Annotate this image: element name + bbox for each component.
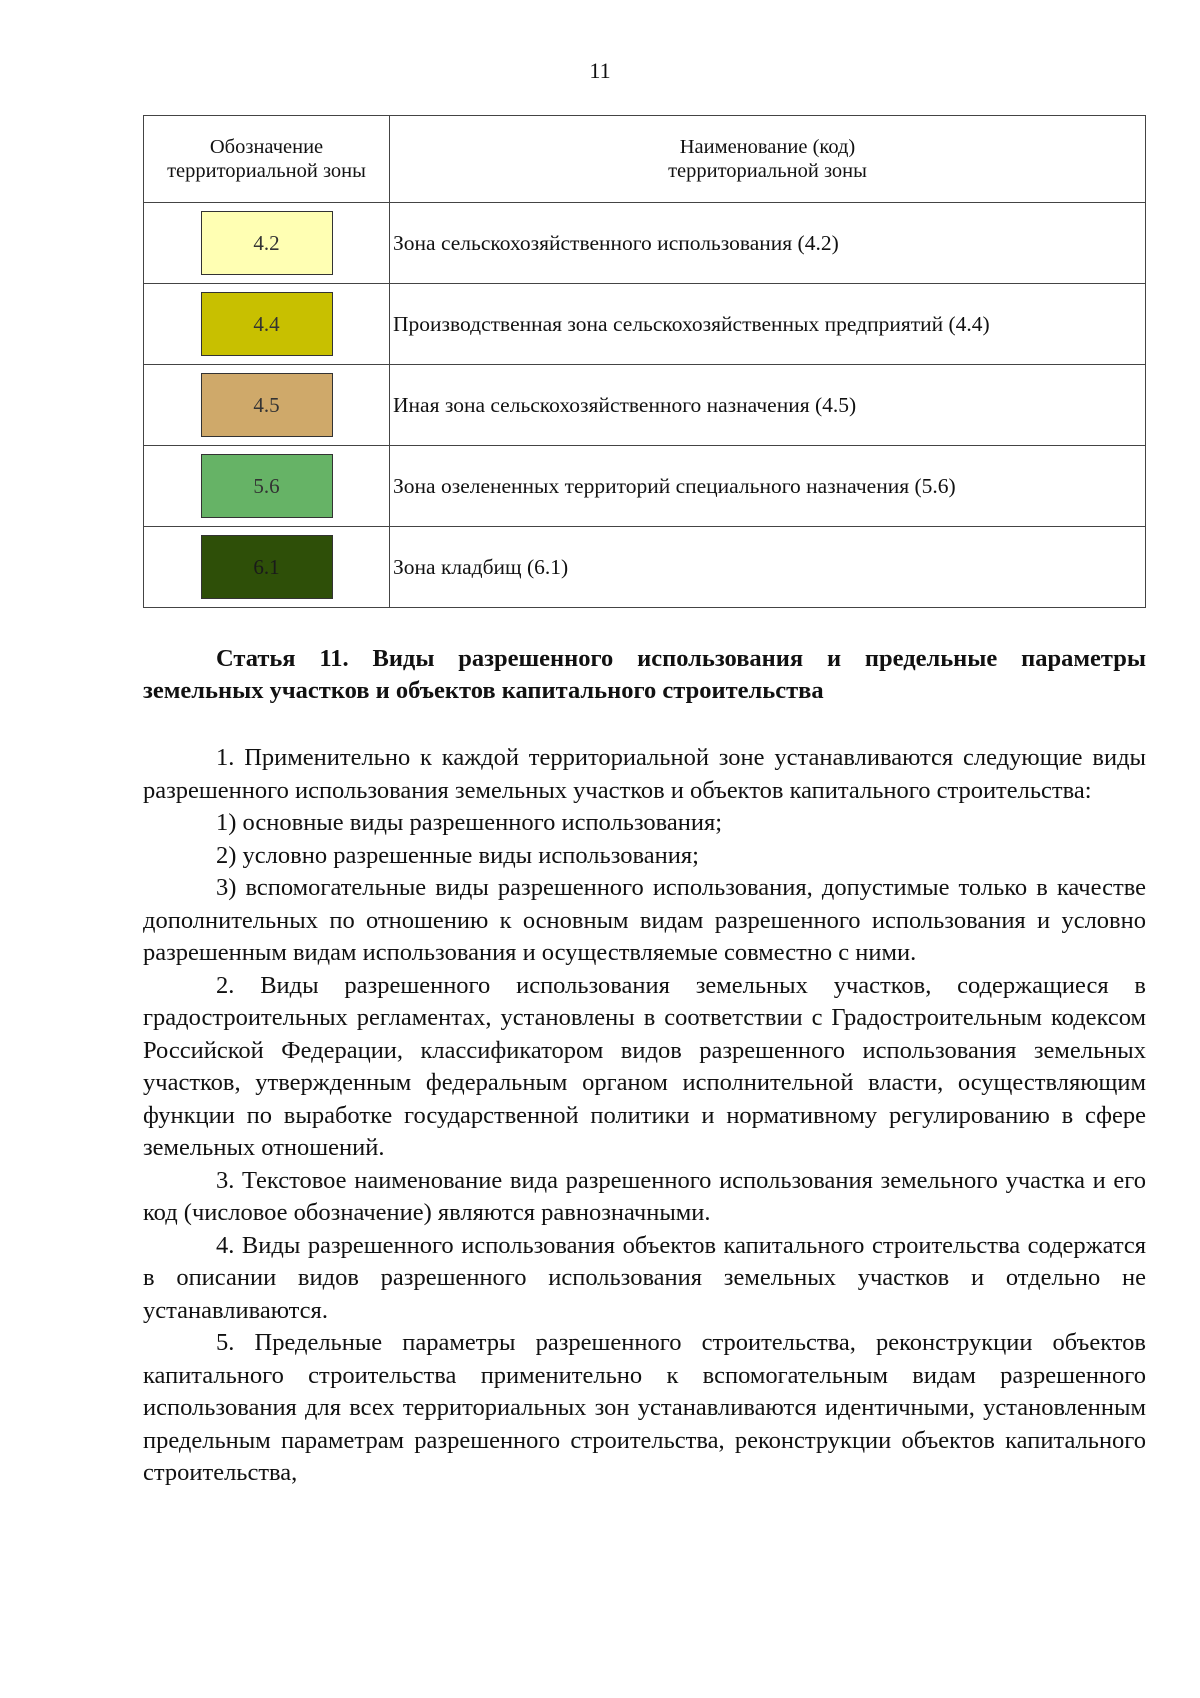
table-row: [144, 365, 1146, 446]
table-row: [144, 527, 1146, 608]
article-title: Статья 11. Виды разрешенного использования и предельные параметры земельных участков и объектов капитального строительства: [143, 645, 1146, 704]
header-symbol: Обозначение территориальной зоны: [144, 116, 390, 203]
table-row: [144, 446, 1146, 527]
paragraph-1: 1. Применительно к каждой территориальной зоне устанавливаются следующие виды разрешенного использования земельных участков и объектов капитального строительства:: [143, 744, 1146, 804]
zone-name-cell: Зона кладбищ (6.1): [390, 527, 1146, 608]
header-name: Наименование (код) территориальной зоны: [390, 116, 1146, 203]
article-body: [143, 742, 1146, 1490]
paragraph-1-item-3: 3) вспомогательные виды разрешенного использования, допустимые только в качестве дополнительных по отношению к основным видам разрешенного использования и условно разрешенным видам использования и осуществляемые совместно с ними.: [143, 874, 1146, 966]
paragraph-5: 5. Предельные параметры разрешенного строительства, реконструкции объектов капитального строительства применительно к вспомогательным видам разрешенного использования для всех территориальных зон устанавливаются идентичными, установленным предельным параметрам разрешенного строительства, реконструкции объектов капитального строительства,: [143, 1329, 1146, 1486]
table-row: [144, 203, 1146, 284]
zone-color-swatch: 4.5: [201, 373, 333, 437]
zone-name-cell: Иная зона сельскохозяйственного назначения (4.5): [390, 365, 1146, 446]
zone-symbol-cell: [144, 527, 390, 608]
zone-color-swatch: 6.1: [201, 535, 333, 599]
zone-symbol-cell: [144, 365, 390, 446]
paragraph-1-item-1: 1) основные виды разрешенного использования;: [216, 809, 723, 836]
table-header-row: [144, 116, 1146, 203]
zone-name-cell: Зона сельскохозяйственного использования (4.2): [390, 203, 1146, 284]
zone-color-swatch: 4.4: [201, 292, 333, 356]
paragraph-4: 4. Виды разрешенного использования объектов капитального строительства содержатся в описании видов разрешенного использования земельных участков и отдельно не устанавливаются.: [143, 1231, 1146, 1324]
zone-legend-table: [143, 115, 1146, 608]
zone-color-swatch: 4.2: [201, 211, 333, 275]
zone-symbol-cell: [144, 203, 390, 284]
zone-name-cell: Производственная зона сельскохозяйственных предприятий (4.4): [390, 284, 1146, 365]
page-number: 11: [589, 58, 611, 83]
paragraph-1-item-2: 2) условно разрешенные виды использования;: [216, 841, 699, 869]
paragraph-3: 3. Текстовое наименование вида разрешенного использования земельного участка и его код (числовое обозначение) являются равнозначными.: [143, 1166, 1146, 1226]
table-row: [144, 284, 1146, 365]
zone-name-cell: Зона озелененных территорий специального назначения (5.6): [390, 446, 1146, 527]
paragraph-2: 2. Виды разрешенного использования земельных участков, содержащиеся в градостроительных регламентах, установлены в соответствии с Градостроительным кодексом Российской Федерации, классификатором видов разрешенного использования земельных участков, утвержденным федеральным органом исполнительной власти, осуществляющим функции по выработке государственной политики и нормативному регулированию в сфере земельных отношений.: [143, 971, 1146, 1161]
zone-symbol-cell: [144, 284, 390, 365]
zone-symbol-cell: [144, 446, 390, 527]
zone-color-swatch: 5.6: [201, 454, 333, 518]
